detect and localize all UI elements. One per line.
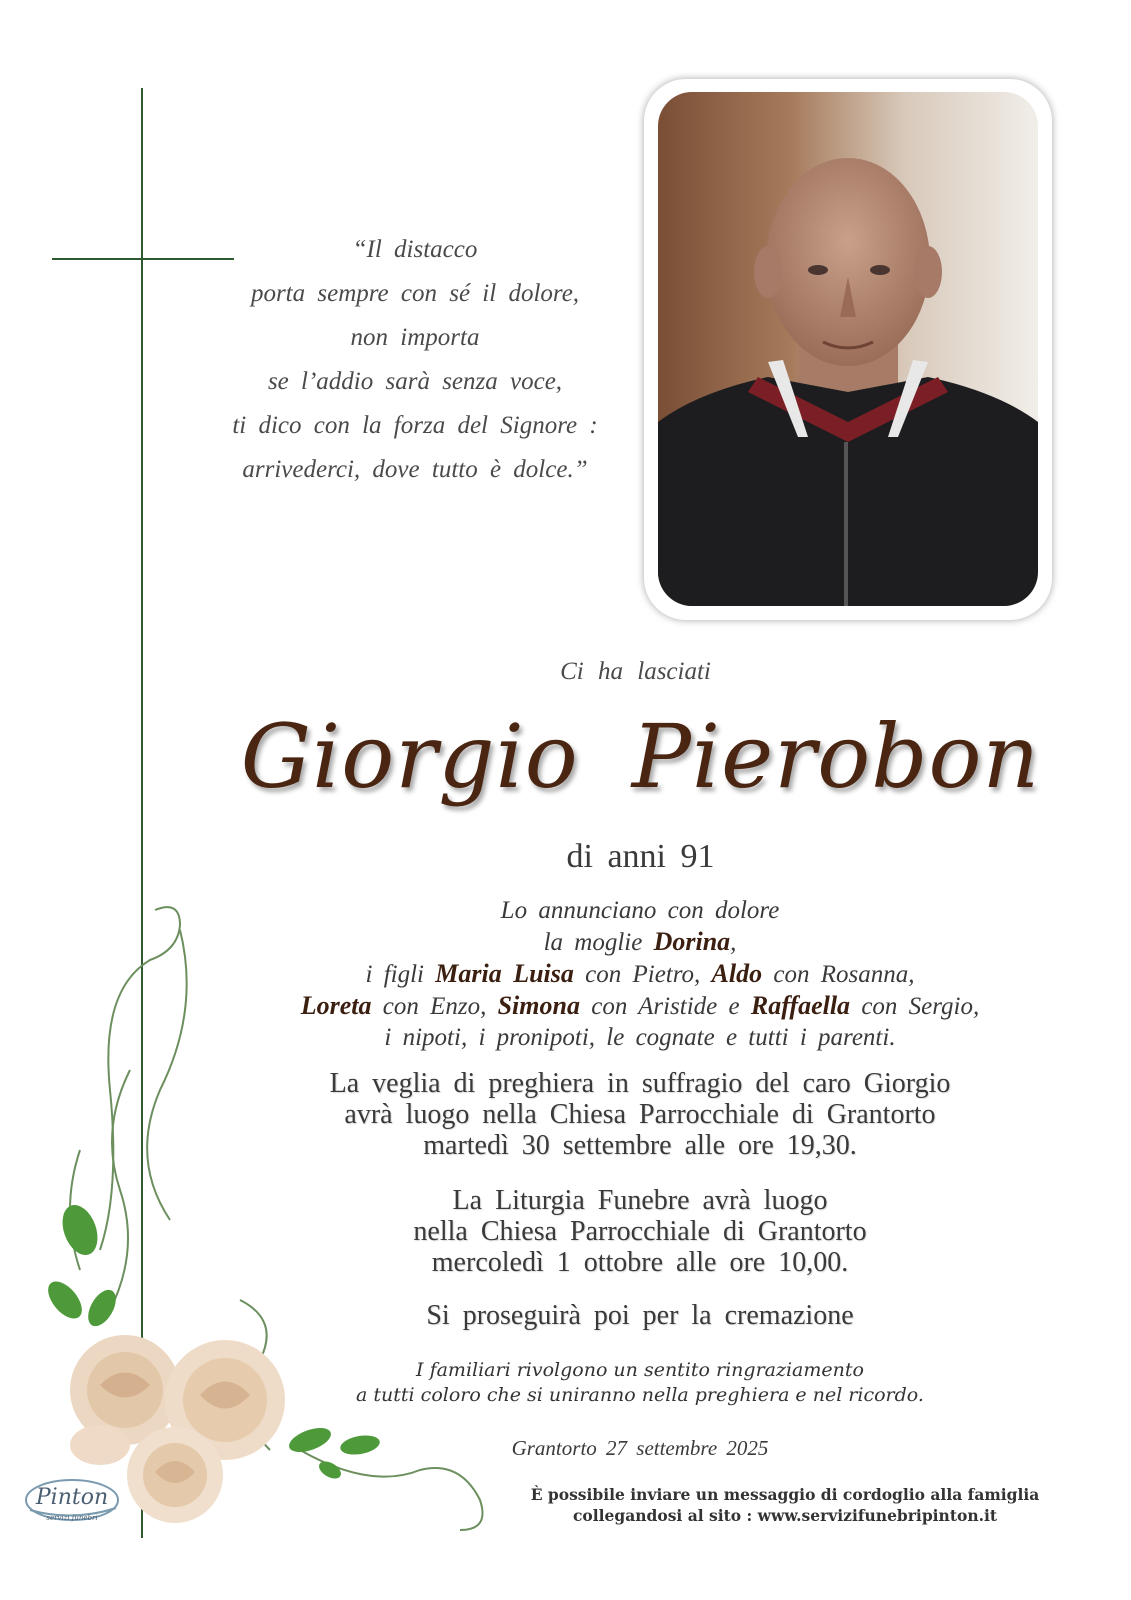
quote-line: “Il distacco xyxy=(352,236,478,263)
cross-horizontal xyxy=(52,258,234,260)
pinton-logo xyxy=(20,1472,124,1530)
announcement-line: i nipoti, i pronipoti, le cognate e tutti i parenti. xyxy=(384,1024,896,1051)
quote-line: porta sempre con sé il dolore, xyxy=(250,280,580,307)
announcement-line: Lo annunciano con dolore xyxy=(500,897,780,924)
website-notice xyxy=(440,1484,1130,1526)
logo-name: Pinton xyxy=(35,1485,109,1510)
quote-line: non importa xyxy=(350,324,480,351)
quote-line: arrivederci, dove tutto è dolce.” xyxy=(242,456,588,483)
cremation-info: Si proseguirà poi per la cremazione xyxy=(426,1300,854,1331)
child-name: Raffaella xyxy=(750,991,851,1020)
website-line: collegandosi al sito : www.servizifunebripinton.it xyxy=(572,1506,998,1525)
logo-icon xyxy=(20,1472,124,1530)
child-spouse: con Rosanna, xyxy=(773,961,915,988)
deceased-name: Giorgio Pierobon xyxy=(240,705,1041,808)
child-name: Aldo xyxy=(711,959,763,988)
vigil-line: La veglia di preghiera in suffragio del caro Giorgio xyxy=(329,1068,951,1099)
wife-prefix: la moglie xyxy=(543,929,643,956)
logo-tagline: servizi funebri xyxy=(46,1514,98,1522)
quote xyxy=(220,228,610,492)
child-name: Loreta xyxy=(300,991,372,1020)
place-date: Grantorto 27 settembre 2025 xyxy=(511,1436,769,1460)
funeral-line: mercoledì 1 ottobre alle ore 10,00. xyxy=(431,1247,849,1278)
funeral-line: La Liturgia Funebre avrà luogo xyxy=(452,1185,828,1216)
thanks-line: I familiari rivolgono un sentito ringraziamento xyxy=(416,1359,864,1381)
portrait-illustration xyxy=(658,92,1038,606)
child-name: Maria Luisa xyxy=(435,959,574,988)
child-spouse: con Sergio, xyxy=(861,993,980,1020)
wife-name: Dorina xyxy=(653,927,731,956)
deceased-age: di anni 91 xyxy=(566,838,715,875)
funeral-line: nella Chiesa Parrocchiale di Grantorto xyxy=(413,1216,867,1247)
children-prefix: i figli xyxy=(365,961,424,988)
intro-text: Ci ha lasciati xyxy=(560,658,711,685)
child-spouse: con Aristide e xyxy=(591,993,740,1020)
child-spouse: con Pietro, xyxy=(585,961,701,988)
portrait-photo xyxy=(658,92,1038,606)
quote-line: se l’addio sarà senza voce, xyxy=(267,368,563,395)
vigil-line: avrà luogo nella Chiesa Parrocchiale di Grantorto xyxy=(344,1099,936,1130)
thanks-line: a tutti coloro che si uniranno nella preghiera e nel ricordo. xyxy=(356,1384,924,1406)
child-name: Simona xyxy=(497,991,580,1020)
rose-decoration-icon xyxy=(40,890,520,1550)
child-spouse: con Enzo, xyxy=(382,993,487,1020)
announcement-line: la moglie Dorina, xyxy=(543,927,737,956)
quote-line: ti dico con la forza del Signore : xyxy=(232,412,598,439)
website-line: È possibile inviare un messaggio di cordoglio alla famiglia xyxy=(530,1485,1040,1504)
vigil-line: martedì 30 settembre alle ore 19,30. xyxy=(423,1130,857,1161)
